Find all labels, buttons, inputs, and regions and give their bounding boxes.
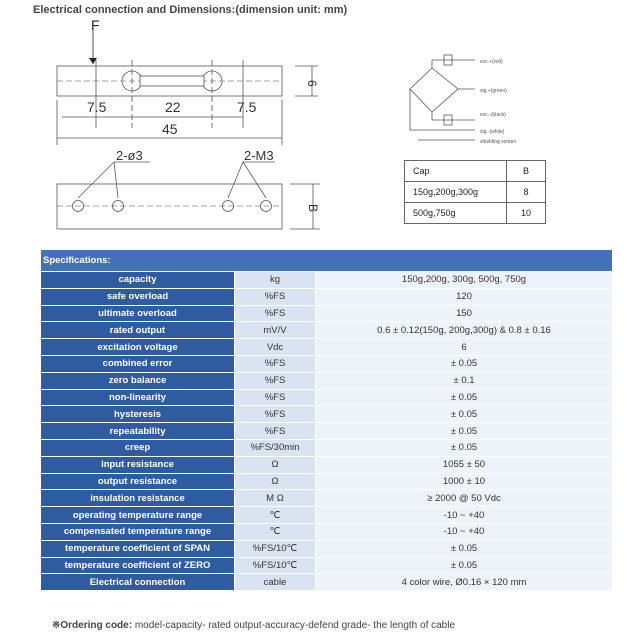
spec-value: -10 ~ +40 [316,507,613,524]
spec-value: ± 0.05 [316,355,613,372]
spec-unit: kg [235,272,316,289]
spec-name: capacity [41,272,235,289]
wire-label-exc-minus: exc.-(black) [480,112,506,118]
page-title: Electrical connection and Dimensions:(dimension unit: mm) [33,4,348,16]
dim-45: 45 [162,121,178,137]
spec-row [41,305,613,322]
thread-label: 2-M3 [244,148,274,163]
spec-row [41,389,613,406]
dim-7-5-left: 7.5 [87,99,107,115]
cap-header-cap: Cap [405,161,507,182]
wire-label-sig-plus: sig.+(green) [480,88,507,94]
spec-unit: %FS [235,406,316,423]
spec-value: 0.6 ± 0.12(150g, 200g,300g) & 0.8 ± 0.16 [316,322,613,339]
spec-row [41,423,613,440]
spec-name: compensated temperature range [41,523,235,540]
spec-name: repeatability [41,423,235,440]
hole-label: 2-ø3 [116,148,143,163]
spec-unit: Ω [235,456,316,473]
spec-value: 1055 ± 50 [316,456,613,473]
spec-row [41,288,613,305]
spec-unit: %FS [235,372,316,389]
cap-row [405,203,546,224]
spec-name: Electrical connection [41,574,235,591]
spec-unit: %FS/10℃ [235,557,316,574]
spec-name: safe overload [41,288,235,305]
ordering-note-text: model-capacity- rated output-accuracy-defend grade- the length of cable [132,620,456,631]
spec-name: temperature coefficient of SPAN [41,540,235,557]
wire-label-exc-plus: exc.+(red) [480,59,503,65]
spec-unit: %FS [235,305,316,322]
cap-cell: 500g,750g [405,203,507,224]
spec-row [41,439,613,456]
spec-name: creep [41,439,235,456]
cap-header-b: B [507,161,546,182]
spec-value: 6 [316,339,613,356]
spec-row [41,322,613,339]
force-label: F [91,17,100,33]
dim-22: 22 [165,99,181,115]
spec-value: ± 0.05 [316,540,613,557]
spec-row [41,523,613,540]
spec-value: ≥ 2000 @ 50 Vdc [316,490,613,507]
dim-7-5-right: 7.5 [237,99,257,115]
spec-row [41,456,613,473]
spec-row [41,272,613,289]
spec-unit: ℃ [235,523,316,540]
spec-name: input resistance [41,456,235,473]
specifications-body [41,272,613,591]
ordering-note-prefix: ※Ordering code: [52,620,133,631]
spec-name: non-linearity [41,389,235,406]
spec-row [41,490,613,507]
spec-name: excitation voltage [41,339,235,356]
spec-value: -10 ~ +40 [316,523,613,540]
spec-name: insulation resistance [41,490,235,507]
spec-unit: %FS/10℃ [235,540,316,557]
spec-name: ultimate overload [41,305,235,322]
bridge-circuit [410,55,475,140]
spec-row [41,372,613,389]
cap-header-row [405,161,546,182]
cap-row [405,182,546,203]
spec-unit: %FS/30min [235,439,316,456]
spec-row [41,557,613,574]
dim-6: 6 [305,80,319,87]
spec-row [41,574,613,591]
wire-label-sig-minus: sig.-(white) [480,129,505,135]
spec-value: ± 0.05 [316,557,613,574]
spec-row [41,473,613,490]
specifications-table [40,249,613,591]
spec-value: ± 0.05 [316,439,613,456]
spec-name: output resistance [41,473,235,490]
spec-value: ± 0.05 [316,389,613,406]
spec-value: ± 0.05 [316,406,613,423]
b-cell: 8 [507,182,546,203]
spec-name: zero balance [41,372,235,389]
cap-table [404,160,546,224]
spec-row [41,406,613,423]
wire-label-shield: shielding screen [480,139,517,145]
spec-row [41,355,613,372]
spec-unit: %FS [235,423,316,440]
cap-cell: 150g,200g,300g [405,182,507,203]
spec-name: rated output [41,322,235,339]
spec-row [41,339,613,356]
spec-value: 4 color wire, Ø0.16 × 120 mm [316,574,613,591]
spec-unit: ℃ [235,507,316,524]
spec-name: hysteresis [41,406,235,423]
spec-name: temperature coefficient of ZERO [41,557,235,574]
spec-unit: Vdc [235,339,316,356]
spec-name: combined error [41,355,235,372]
spec-row [41,507,613,524]
spec-value: 150 [316,305,613,322]
spec-unit: cable [235,574,316,591]
b-cell: 10 [507,203,546,224]
spec-unit: mV/V [235,322,316,339]
dim-b: B [306,204,320,213]
ordering-note [52,620,455,631]
spec-unit: %FS [235,355,316,372]
spec-value: 1000 ± 10 [316,473,613,490]
spec-unit: Ω [235,473,316,490]
spec-unit: %FS [235,389,316,406]
specifications-heading: Specifications: [41,250,613,272]
spec-value: ± 0.05 [316,423,613,440]
spec-unit: %FS [235,288,316,305]
spec-value: ± 0.1 [316,372,613,389]
spec-value: 120 [316,288,613,305]
spec-unit: M Ω [235,490,316,507]
spec-value: 150g,200g, 300g, 500g, 750g [316,272,613,289]
spec-row [41,540,613,557]
spec-name: operating temperature range [41,507,235,524]
